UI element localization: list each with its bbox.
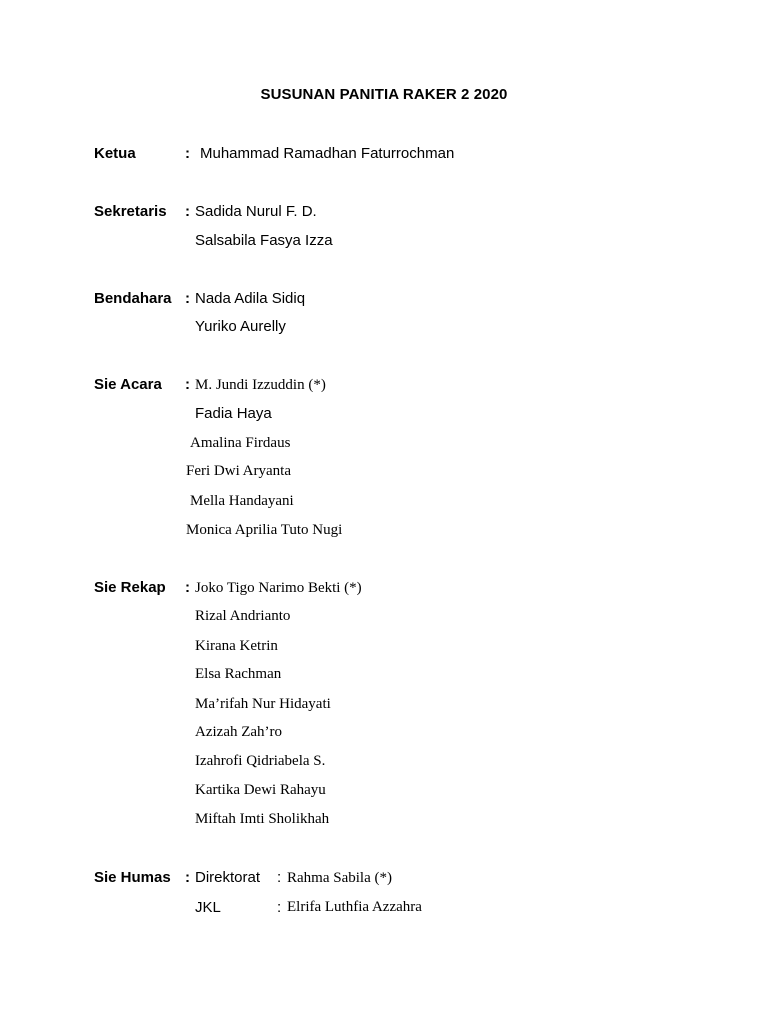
section-label-sekretaris: Sekretaris	[94, 203, 167, 220]
sie-acara-member: M. Jundi Izzuddin (*)	[195, 377, 326, 393]
subunit-colon: :	[277, 869, 282, 886]
section-colon: :	[185, 376, 190, 393]
sie-acara-member: Fadia Haya	[195, 405, 272, 422]
section-label-sie-humas: Sie Humas	[94, 869, 171, 886]
sie-rekap-member: Miftah Imti Sholikhah	[195, 811, 330, 827]
sie-humas-subunit: Direktorat	[195, 869, 261, 886]
sie-acara-member: Mella Handayani	[190, 493, 294, 509]
sie-humas-subunit: JKL	[195, 899, 221, 916]
sie-rekap-member: Azizah Zah’ro	[195, 724, 283, 740]
sie-humas-member: Elrifa Luthfia Azzahra	[287, 899, 422, 915]
sie-humas-member: Rahma Sabila (*)	[287, 870, 392, 886]
sie-rekap-member: Kirana Ketrin	[195, 638, 278, 654]
section-label-sie-acara: Sie Acara	[94, 376, 162, 393]
section-colon: :	[185, 145, 190, 162]
sie-rekap-member: Izahrofi Qidriabela S.	[195, 753, 326, 769]
bendahara-member: Yuriko Aurelly	[195, 318, 286, 335]
section-label-ketua: Ketua	[94, 145, 136, 162]
subunit-colon: :	[277, 899, 282, 916]
sie-acara-member: Amalina Firdaus	[190, 435, 291, 451]
section-label-sie-rekap: Sie Rekap	[94, 579, 166, 596]
section-colon: :	[185, 203, 190, 220]
sie-acara-member: Feri Dwi Aryanta	[186, 463, 291, 479]
sie-rekap-member: Rizal Andrianto	[195, 608, 291, 624]
section-label-bendahara: Bendahara	[94, 290, 172, 307]
sie-rekap-member: Elsa Rachman	[195, 666, 282, 682]
sie-rekap-member: Kartika Dewi Rahayu	[195, 782, 326, 798]
section-colon: :	[185, 290, 190, 307]
sie-rekap-member: Ma’rifah Nur Hidayati	[195, 696, 331, 712]
document-title: SUSUNAN PANITIA RAKER 2 2020	[260, 86, 508, 103]
sekretaris-member: Salsabila Fasya Izza	[195, 232, 333, 249]
section-colon: :	[185, 579, 190, 596]
sie-rekap-member: Joko Tigo Narimo Bekti (*)	[195, 580, 362, 596]
bendahara-member: Nada Adila Sidiq	[195, 290, 306, 307]
ketua-member: Muhammad Ramadhan Faturrochman	[200, 145, 455, 162]
section-colon: :	[185, 869, 190, 886]
sie-acara-member: Monica Aprilia Tuto Nugi	[186, 522, 343, 538]
sekretaris-member: Sadida Nurul F. D.	[195, 203, 317, 220]
